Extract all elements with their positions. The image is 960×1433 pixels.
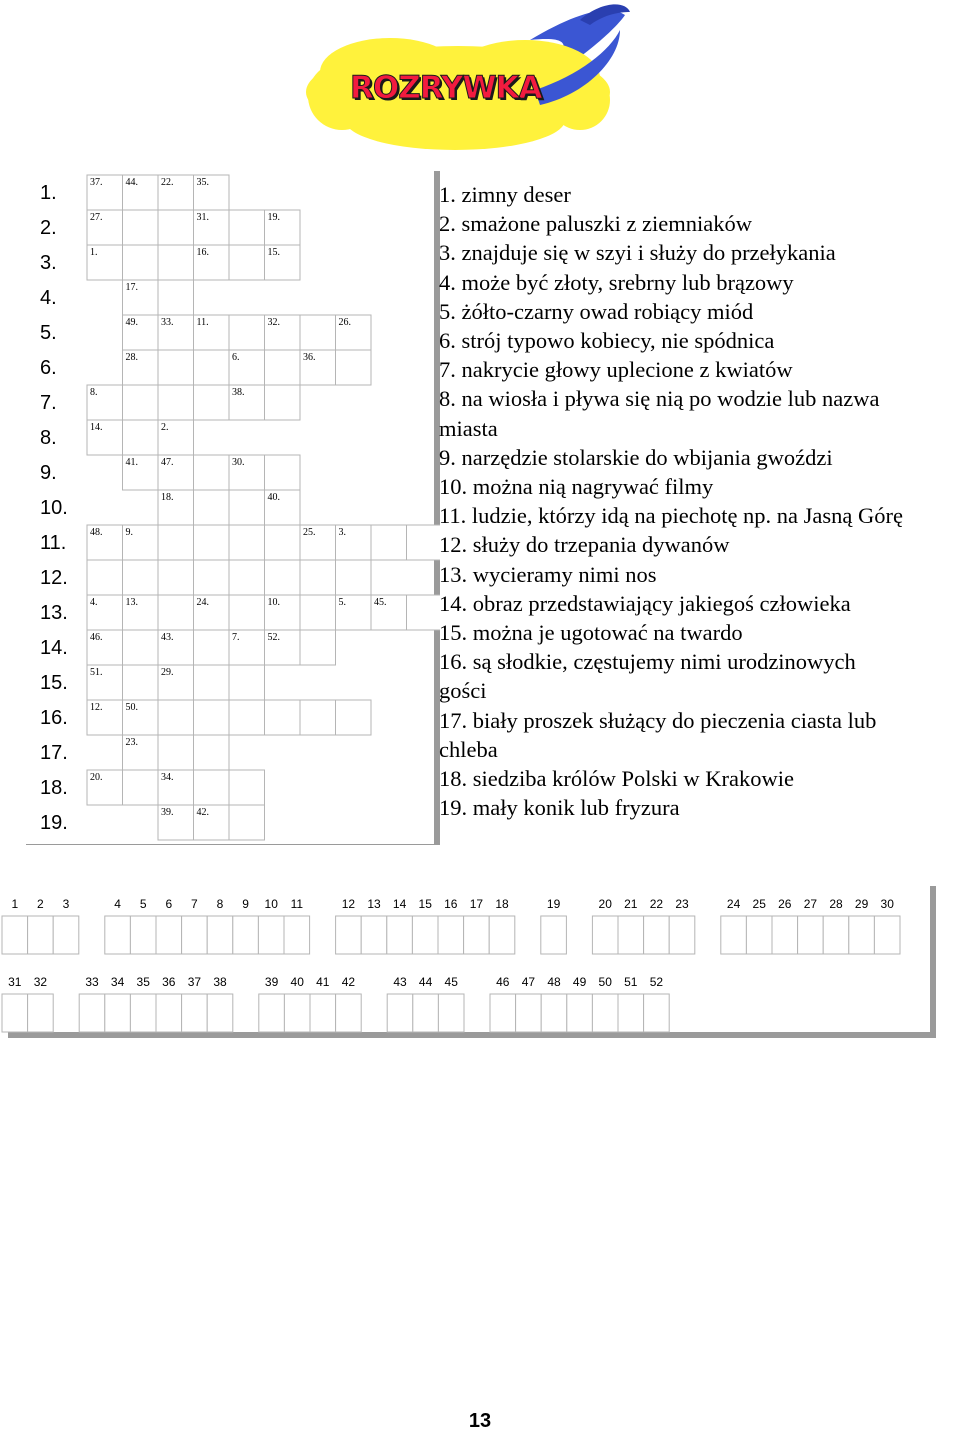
grid-cell[interactable] xyxy=(158,385,194,420)
clue-item: 6. strój typowo kobiecy, nie spódnica xyxy=(439,328,775,354)
solution-cell[interactable] xyxy=(490,994,516,1032)
row-label: 12. xyxy=(40,567,68,589)
solution-number: 5 xyxy=(139,897,147,911)
grid-cell[interactable] xyxy=(194,770,230,805)
grid-cell[interactable] xyxy=(123,210,159,245)
cell-number: 38. xyxy=(232,387,245,398)
solution-number: 46 xyxy=(496,975,510,989)
cell-number: 44. xyxy=(125,177,138,188)
row-label: 3. xyxy=(40,252,57,274)
solution-cell[interactable] xyxy=(310,994,336,1032)
solution-number: 20 xyxy=(598,897,612,911)
solution-number: 50 xyxy=(598,975,612,989)
cell-number: 8. xyxy=(90,387,98,398)
solution-number: 43 xyxy=(393,975,407,989)
cell-number: 12. xyxy=(90,702,103,713)
grid-cell[interactable] xyxy=(371,525,407,560)
solution-number: 14 xyxy=(392,897,407,911)
clue-item: chleba xyxy=(439,736,498,762)
solution-number: 18 xyxy=(495,897,509,911)
clue-item: 4. może być złoty, srebrny lub brązowy xyxy=(439,269,794,295)
cell-number: 19. xyxy=(267,212,280,223)
grid-cell[interactable] xyxy=(194,455,230,490)
grid-cell[interactable] xyxy=(194,385,230,420)
solution-cell[interactable] xyxy=(387,994,413,1032)
clue-item: 18. siedziba królów Polski w Krakowie xyxy=(439,766,794,792)
solution-number: 22 xyxy=(649,897,664,911)
cell-number: 26. xyxy=(338,317,351,328)
clue-item: 14. obraz przedstawiający jakiegoś człowieka xyxy=(439,590,851,616)
solution-number: 38 xyxy=(213,975,227,989)
solution-cell[interactable] xyxy=(823,916,849,954)
grid-cell[interactable] xyxy=(336,700,372,735)
cell-number: 37. xyxy=(90,177,103,188)
solution-cell[interactable] xyxy=(412,916,438,954)
grid-cell[interactable] xyxy=(265,385,301,420)
grid-cell[interactable] xyxy=(265,700,301,735)
solution-cell[interactable] xyxy=(438,994,464,1032)
row-label: 15. xyxy=(40,672,68,694)
cell-number: 51. xyxy=(90,667,103,678)
solution-cell[interactable] xyxy=(489,916,515,954)
clue-item: 7. nakrycie głowy uplecione z kwiatów xyxy=(439,357,793,383)
solution-cell[interactable] xyxy=(721,916,747,954)
solution-cell[interactable] xyxy=(207,916,233,954)
row-label: 6. xyxy=(40,357,57,379)
solution-cell[interactable] xyxy=(284,994,310,1032)
solution-number: 9 xyxy=(242,897,249,911)
solution-cell[interactable] xyxy=(849,916,875,954)
row-label: 9. xyxy=(40,462,57,484)
solution-cell[interactable] xyxy=(336,916,362,954)
grid-cell[interactable] xyxy=(194,490,230,525)
solution-cell[interactable] xyxy=(130,916,156,954)
page-number: 13 xyxy=(468,1410,492,1432)
solution-number: 37 xyxy=(187,975,202,989)
cell-number: 16. xyxy=(196,247,209,258)
row-label: 14. xyxy=(40,637,68,659)
grid-cell[interactable] xyxy=(123,420,159,455)
solution-number: 19 xyxy=(546,897,561,911)
solution-number: 45 xyxy=(444,975,458,989)
solution-number: 51 xyxy=(624,975,638,989)
grid-cell[interactable] xyxy=(407,525,441,560)
clue-item: gości xyxy=(439,678,487,704)
solution-number: 24 xyxy=(726,897,741,911)
solution-number: 39 xyxy=(264,975,279,989)
solution-number: 26 xyxy=(778,897,792,911)
cell-number: 7. xyxy=(232,632,240,643)
clue-item: 12. służy do trzepania dywanów xyxy=(439,532,730,558)
solution-cell[interactable] xyxy=(413,994,439,1032)
grid-cell[interactable] xyxy=(265,560,301,595)
solution-cell[interactable] xyxy=(258,916,284,954)
grid-cell[interactable] xyxy=(300,630,336,665)
cell-number: 2. xyxy=(161,422,169,433)
grid-cell[interactable] xyxy=(229,245,265,280)
grid-cell[interactable] xyxy=(229,525,265,560)
cell-number: 30. xyxy=(232,457,245,468)
cell-number: 29. xyxy=(161,667,174,678)
solution-cell[interactable] xyxy=(464,916,490,954)
solution-cell[interactable] xyxy=(798,916,824,954)
cell-number: 6. xyxy=(232,352,240,363)
grid-cell[interactable] xyxy=(158,700,194,735)
clue-item: 3. znajduje się w szyi i służy do przełykania xyxy=(439,240,836,266)
grid-cell[interactable] xyxy=(123,770,159,805)
solution-number: 12 xyxy=(341,897,356,911)
grid-cell[interactable] xyxy=(300,700,336,735)
row-label: 4. xyxy=(40,287,57,309)
solution-cell[interactable] xyxy=(541,994,567,1032)
row-label: 8. xyxy=(40,427,57,449)
cell-number: 20. xyxy=(90,772,103,783)
solution-cell[interactable] xyxy=(516,994,542,1032)
cell-number: 14. xyxy=(90,422,103,433)
cell-number: 3. xyxy=(338,527,346,538)
grid-cell[interactable] xyxy=(158,350,194,385)
grid-cell[interactable] xyxy=(158,525,194,560)
solution-cell[interactable] xyxy=(182,916,208,954)
grid-cell[interactable] xyxy=(194,665,230,700)
solution-number: 44 xyxy=(418,975,433,989)
solution-cell[interactable] xyxy=(156,994,182,1032)
cell-number: 23. xyxy=(125,737,138,748)
cell-number: 11. xyxy=(196,317,209,328)
grid-cell[interactable] xyxy=(300,595,336,630)
clue-item: 9. narzędzie stolarskie do wbijania gwoździ xyxy=(439,444,833,470)
solution-number: 15 xyxy=(418,897,432,911)
solution-number: 25 xyxy=(752,897,766,911)
grid-cell[interactable] xyxy=(194,630,230,665)
cell-number: 43. xyxy=(161,632,174,643)
solution-number: 35 xyxy=(136,975,150,989)
grid-cell[interactable] xyxy=(123,245,159,280)
row-label: 1. xyxy=(40,182,57,204)
solution-cell[interactable] xyxy=(284,916,310,954)
grid-cell[interactable] xyxy=(300,315,336,350)
cell-number: 27. xyxy=(90,212,103,223)
grid-cell[interactable] xyxy=(229,210,265,245)
cell-number: 35. xyxy=(196,177,209,188)
cell-number: 22. xyxy=(161,177,174,188)
clue-item: 8. na wiosła i pływa się nią po wodzie lub nazwa xyxy=(439,386,880,412)
cell-number: 40. xyxy=(267,492,280,503)
clue-item: 15. można je ugotować na twardo xyxy=(439,620,743,646)
row-label: 2. xyxy=(40,217,57,239)
solution-number: 4 xyxy=(114,897,121,911)
cell-number: 5. xyxy=(338,597,346,608)
solution-number: 7 xyxy=(191,897,198,911)
row-label: 17. xyxy=(40,742,68,764)
row-label: 18. xyxy=(40,777,68,799)
grid-cell[interactable] xyxy=(229,700,265,735)
crossword-grid xyxy=(20,165,440,845)
cell-number: 36. xyxy=(303,352,316,363)
cell-number: 33. xyxy=(161,317,174,328)
solution-cell[interactable] xyxy=(130,994,156,1032)
solution-number: 21 xyxy=(624,897,638,911)
cell-number: 48. xyxy=(90,527,103,538)
clue-item: 11. ludzie, którzy idą na piechotę np. na Jasną Górę xyxy=(439,503,904,529)
cell-number: 52. xyxy=(267,632,280,643)
solution-cell[interactable] xyxy=(156,916,182,954)
grid-cell[interactable] xyxy=(87,560,123,595)
cell-number: 31. xyxy=(196,212,209,223)
solution-number: 49 xyxy=(572,975,587,989)
grid-cell[interactable] xyxy=(229,560,265,595)
grid-cell[interactable] xyxy=(265,455,301,490)
grid-cell[interactable] xyxy=(336,350,372,385)
clue-item: miasta xyxy=(439,415,498,441)
solution-number: 29 xyxy=(854,897,869,911)
solution-number: 27 xyxy=(803,897,818,911)
clue-item: 19. mały konik lub fryzura xyxy=(439,795,680,821)
clue-list xyxy=(439,180,960,822)
solution-number: 6 xyxy=(165,897,173,911)
solution-cell[interactable] xyxy=(592,916,618,954)
grid-cell[interactable] xyxy=(194,700,230,735)
grid-cell[interactable] xyxy=(158,595,194,630)
solution-number: 30 xyxy=(880,897,894,911)
cell-number: 47. xyxy=(161,457,174,468)
solution-number: 33 xyxy=(85,975,99,989)
grid-cell[interactable] xyxy=(123,560,159,595)
solution-cell[interactable] xyxy=(644,916,670,954)
row-label: 5. xyxy=(40,322,57,344)
clue-item: 13. wycieramy nimi nos xyxy=(439,561,657,587)
solution-cell[interactable] xyxy=(259,994,285,1032)
solution-number: 16 xyxy=(444,897,458,911)
cell-number: 49. xyxy=(125,317,138,328)
grid-cell[interactable] xyxy=(229,595,265,630)
solution-number: 32 xyxy=(33,975,48,989)
clue-item: 16. są słodkie, częstujemy nimi urodzinowych xyxy=(439,649,856,675)
solution-number: 47 xyxy=(521,975,536,989)
solution-number: 34 xyxy=(110,975,125,989)
page-title: ROZRYWKA xyxy=(350,70,542,106)
cell-number: 39. xyxy=(161,807,174,818)
clue-item: 2. smażone paluszki z ziemniaków xyxy=(439,211,753,237)
cell-number: 24. xyxy=(196,597,209,608)
solution-number: 28 xyxy=(829,897,843,911)
solution-cell[interactable] xyxy=(874,916,900,954)
cell-number: 32. xyxy=(267,317,280,328)
grid-cell[interactable] xyxy=(229,490,265,525)
solution-cell[interactable] xyxy=(361,916,387,954)
solution-cell[interactable] xyxy=(772,916,798,954)
cell-number: 50. xyxy=(125,702,138,713)
clue-item: 1. zimny deser xyxy=(439,182,571,207)
solution-number: 41 xyxy=(316,975,330,989)
cell-number: 4. xyxy=(90,597,98,608)
cell-number: 9. xyxy=(125,527,133,538)
solution-number: 11 xyxy=(290,897,304,911)
cell-number: 34. xyxy=(161,772,174,783)
grid-cell[interactable] xyxy=(229,315,265,350)
solution-cell[interactable] xyxy=(438,916,464,954)
row-label: 19. xyxy=(40,812,68,834)
solution-cell[interactable] xyxy=(644,994,670,1032)
grid-cell[interactable] xyxy=(158,280,194,315)
grid-cell[interactable] xyxy=(407,595,441,630)
clue-item: 10. można nią nagrywać filmy xyxy=(439,474,714,500)
solution-number: 10 xyxy=(264,897,278,911)
cell-number: 17. xyxy=(125,282,138,293)
solution-cell[interactable] xyxy=(567,994,593,1032)
solution-number: 23 xyxy=(675,897,689,911)
grid-cell[interactable] xyxy=(158,210,194,245)
solution-number: 48 xyxy=(547,975,561,989)
grid-cell[interactable] xyxy=(194,560,230,595)
grid-cell[interactable] xyxy=(158,245,194,280)
cell-number: 28. xyxy=(125,352,138,363)
solution-cell[interactable] xyxy=(105,994,131,1032)
solution-cell[interactable] xyxy=(28,994,54,1032)
solution-cell[interactable] xyxy=(28,916,54,954)
grid-cell[interactable] xyxy=(229,805,265,840)
solution-number: 42 xyxy=(341,975,356,989)
solution-cell[interactable] xyxy=(387,916,413,954)
grid-cell[interactable] xyxy=(123,630,159,665)
solution-cell[interactable] xyxy=(618,916,644,954)
grid-cell[interactable] xyxy=(194,735,230,770)
solution-number: 2 xyxy=(37,897,44,911)
solution-number: 40 xyxy=(290,975,304,989)
solution-number: 13 xyxy=(367,897,381,911)
solution-cell[interactable] xyxy=(336,994,362,1032)
cell-number: 41. xyxy=(125,457,138,468)
clue-item: 5. żółto-czarny owad robiący miód xyxy=(439,298,754,324)
solution-cell[interactable] xyxy=(541,916,567,954)
solution-panel xyxy=(0,880,960,1050)
grid-cell[interactable] xyxy=(300,560,336,595)
grid-cell[interactable] xyxy=(158,735,194,770)
grid-cell[interactable] xyxy=(336,560,372,595)
cell-number: 25. xyxy=(303,527,316,538)
row-label: 16. xyxy=(40,707,68,729)
cell-number: 1. xyxy=(90,247,98,258)
solution-number: 52 xyxy=(649,975,664,989)
grid-cell[interactable] xyxy=(194,350,230,385)
cell-number: 15. xyxy=(267,247,280,258)
solution-number: 31 xyxy=(8,975,22,989)
solution-number: 1 xyxy=(11,897,19,911)
cell-number: 42. xyxy=(196,807,209,818)
row-label: 11. xyxy=(40,532,67,554)
grid-cell[interactable] xyxy=(123,665,159,700)
solution-cell[interactable] xyxy=(105,916,131,954)
solution-number: 3 xyxy=(62,897,70,911)
solution-cell[interactable] xyxy=(233,916,259,954)
grid-cell[interactable] xyxy=(229,665,265,700)
clue-item: 17. biały proszek służący do pieczenia ciasta lub xyxy=(439,707,877,733)
solution-cell[interactable] xyxy=(669,916,695,954)
solution-cell[interactable] xyxy=(207,994,233,1032)
solution-cell[interactable] xyxy=(53,916,79,954)
grid-cell[interactable] xyxy=(229,770,265,805)
solution-cell[interactable] xyxy=(79,994,105,1032)
cell-number: 46. xyxy=(90,632,103,643)
cell-number: 45. xyxy=(374,597,387,608)
row-label: 7. xyxy=(40,392,57,414)
solution-number: 17 xyxy=(469,897,484,911)
grid-cell[interactable] xyxy=(123,385,159,420)
grid-cell[interactable] xyxy=(265,350,301,385)
solution-cell[interactable] xyxy=(2,994,28,1032)
grid-cell[interactable] xyxy=(158,560,194,595)
solution-cell[interactable] xyxy=(592,994,618,1032)
row-label: 10. xyxy=(40,497,68,519)
cell-number: 10. xyxy=(267,597,280,608)
solution-number: 36 xyxy=(162,975,176,989)
solution-cell[interactable] xyxy=(618,994,644,1032)
solution-number: 8 xyxy=(216,897,224,911)
solution-cell[interactable] xyxy=(746,916,772,954)
cell-number: 13. xyxy=(125,597,138,608)
solution-cell[interactable] xyxy=(2,916,28,954)
row-label: 13. xyxy=(40,602,68,624)
cell-number: 18. xyxy=(161,492,174,503)
solution-cell[interactable] xyxy=(182,994,208,1032)
grid-cell[interactable] xyxy=(194,525,230,560)
grid-cell[interactable] xyxy=(265,525,301,560)
